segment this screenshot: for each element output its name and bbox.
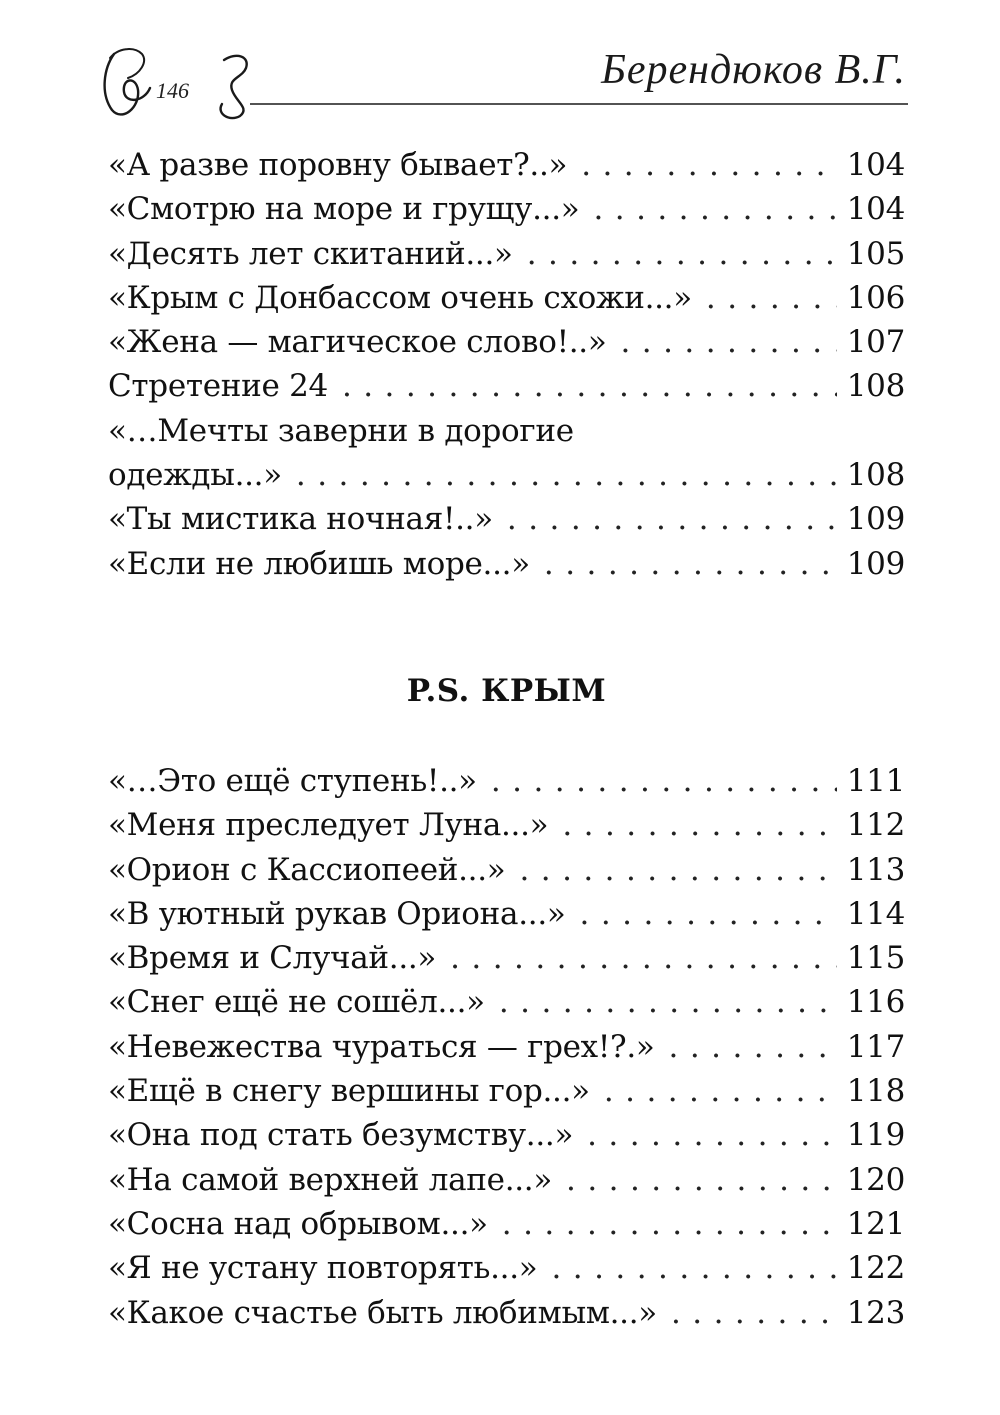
toc-entry-title: Стретение 24 bbox=[108, 368, 328, 405]
toc-entry-title: «Я не устану повторять...» bbox=[108, 1250, 538, 1287]
toc-entry-page: 116 bbox=[846, 984, 905, 1021]
toc-entry bbox=[108, 276, 905, 320]
toc-entry-title: «Меня преследует Луна...» bbox=[108, 807, 549, 844]
toc-entry bbox=[108, 232, 905, 276]
dot-leader bbox=[604, 1069, 837, 1113]
dot-leader bbox=[499, 980, 837, 1024]
dot-leader bbox=[544, 542, 837, 586]
toc-entry-page: 108 bbox=[846, 457, 905, 494]
dot-leader bbox=[580, 892, 837, 936]
toc-entry bbox=[108, 1246, 905, 1290]
toc-entry-title: «Если не любишь море...» bbox=[108, 545, 530, 582]
toc-entry bbox=[108, 1113, 905, 1157]
toc-entry bbox=[108, 320, 905, 364]
toc-entry bbox=[108, 803, 905, 847]
toc-entry-title: «Время и Случай...» bbox=[108, 940, 437, 977]
toc-entry bbox=[108, 1291, 905, 1335]
dot-leader bbox=[669, 1025, 837, 1069]
toc-entry bbox=[108, 364, 905, 408]
toc-entry-title: «А разве поровну бывает?..» bbox=[108, 147, 568, 183]
toc-entry bbox=[108, 497, 905, 541]
toc-entry bbox=[108, 143, 905, 187]
toc-entry-page: 114 bbox=[846, 895, 905, 932]
toc-entry-title: «В уютный рукав Ориона...» bbox=[108, 895, 566, 932]
dot-leader bbox=[551, 1246, 836, 1290]
toc-entry bbox=[108, 1069, 905, 1113]
dot-leader bbox=[581, 143, 837, 187]
toc-entry-title: «Какое счастье быть любимым...» bbox=[108, 1294, 657, 1331]
toc-entry-page: 119 bbox=[846, 1117, 905, 1154]
toc-entry bbox=[108, 187, 905, 231]
toc-list-second bbox=[108, 759, 905, 1335]
toc-entry bbox=[108, 542, 905, 586]
toc-entry-page: 113 bbox=[846, 851, 905, 888]
dot-leader bbox=[450, 936, 837, 980]
dot-leader bbox=[621, 320, 837, 364]
toc-entry bbox=[108, 1202, 905, 1246]
toc-entry-title: «Крым с Донбассом очень схожи...» bbox=[108, 279, 692, 316]
toc-entry-title: «Ты мистика ночная!..» bbox=[108, 501, 493, 538]
toc-entry-title: «…Это ещё ступень!..» bbox=[108, 763, 477, 799]
page-number: 146 bbox=[156, 78, 189, 103]
toc-entry-title: «Ещё в снегу вершины гор...» bbox=[108, 1073, 590, 1110]
dot-leader bbox=[562, 803, 836, 847]
toc-entry-page: 117 bbox=[846, 1028, 905, 1065]
toc-entry-page: 104 bbox=[846, 147, 905, 183]
toc-entry-title: «Сосна над обрывом...» bbox=[108, 1205, 488, 1242]
toc-entry bbox=[108, 892, 905, 936]
toc-entry bbox=[108, 759, 905, 803]
toc-entry bbox=[108, 1025, 905, 1069]
toc-entry-title: «На самой верхней лапе...» bbox=[108, 1161, 553, 1198]
dot-leader bbox=[706, 276, 837, 320]
flourish-right-icon bbox=[221, 56, 247, 118]
page-header bbox=[100, 38, 908, 120]
toc-entry-title: «Орион с Кассиопеей...» bbox=[108, 851, 506, 888]
toc-entry-page: 121 bbox=[846, 1205, 905, 1242]
toc-entry-page: 107 bbox=[846, 324, 905, 361]
section-title: P.S. КРЫМ bbox=[406, 673, 607, 709]
toc-entry-page: 108 bbox=[846, 368, 905, 405]
toc-entry-title: «Смотрю на море и грущу...» bbox=[108, 191, 580, 228]
toc-entry-page: 104 bbox=[846, 191, 905, 228]
toc-entry-title: «…Мечты заверни в дорогие bbox=[108, 412, 574, 449]
toc-entry-page: 123 bbox=[846, 1294, 905, 1331]
toc-list-first bbox=[108, 143, 905, 586]
toc-entry-page: 111 bbox=[846, 763, 905, 799]
toc-entry-page: 120 bbox=[846, 1161, 905, 1198]
toc-entry-page: 122 bbox=[846, 1250, 905, 1287]
dot-leader bbox=[519, 848, 836, 892]
toc-entry-page: 105 bbox=[846, 235, 905, 272]
toc-entry bbox=[108, 409, 905, 453]
author-name: Берендюков В.Г. bbox=[601, 47, 906, 93]
dot-leader bbox=[593, 187, 836, 231]
dot-leader bbox=[671, 1291, 837, 1335]
dot-leader bbox=[566, 1158, 837, 1202]
toc-entry-page: 106 bbox=[846, 279, 905, 316]
toc-entry bbox=[108, 936, 905, 980]
toc-entry-title: «Снег ещё не сошёл...» bbox=[108, 984, 485, 1021]
dot-leader bbox=[587, 1113, 837, 1157]
toc-entry bbox=[108, 980, 905, 1024]
dot-leader bbox=[296, 453, 837, 497]
toc-entry-page: 112 bbox=[846, 807, 905, 844]
toc-entry bbox=[108, 453, 905, 497]
toc-entry-title: «Жена — магическое слово!..» bbox=[108, 324, 607, 361]
toc-entry-page: 118 bbox=[846, 1073, 905, 1110]
dot-leader bbox=[527, 232, 837, 276]
toc-entry-title: одежды...» bbox=[108, 457, 282, 494]
dot-leader bbox=[502, 1202, 837, 1246]
toc-entry bbox=[108, 848, 905, 892]
toc-entry-page: 109 bbox=[846, 545, 905, 582]
toc-entry-title: «Невежества чураться — грех!?.» bbox=[108, 1028, 655, 1065]
dot-leader bbox=[507, 497, 837, 541]
toc-entry-page: 115 bbox=[846, 940, 905, 977]
toc-entry bbox=[108, 1158, 905, 1202]
toc-entry-page: 109 bbox=[846, 501, 905, 538]
toc-entry-title: «Она под стать безумству...» bbox=[108, 1117, 574, 1154]
dot-leader bbox=[491, 759, 837, 803]
toc-entry-title: «Десять лет скитаний...» bbox=[108, 235, 513, 272]
dot-leader bbox=[342, 364, 837, 408]
